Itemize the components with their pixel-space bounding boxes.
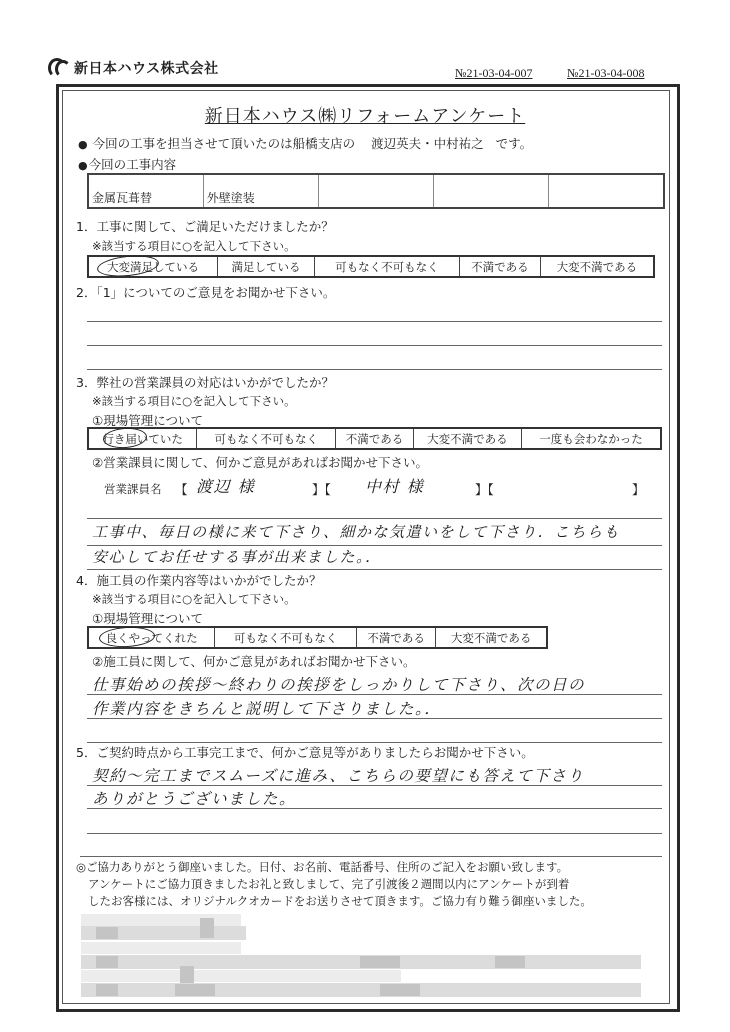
- q4-answer-line-1[interactable]: 仕事始めの挨拶～終わりの挨拶をしっかりして下さり、次の日の: [92, 676, 586, 694]
- q2-answer-line[interactable]: [87, 321, 662, 322]
- q5-answer-line: [87, 785, 662, 786]
- work-cell: 金属瓦葺替: [88, 174, 203, 208]
- q2-answer-line[interactable]: [87, 369, 662, 370]
- work-cell: [549, 174, 664, 208]
- q1-instruction: ※該当する項目に○を記入して下さい。: [92, 239, 296, 253]
- q3-answer-line: [87, 518, 662, 519]
- intro-suffix: です。: [495, 136, 533, 151]
- footer-note-line-1: ◎ご協力ありがとう御座いました。日付、お名前、電話番号、住所のご記入をお願い致します。: [76, 860, 569, 874]
- q3-option-very-dissatisfied[interactable]: 大変不満である: [413, 428, 521, 449]
- q3-instruction: ※該当する項目に○を記入して下さい。: [92, 394, 296, 408]
- bracket-open: 【: [175, 482, 188, 497]
- q4-option-very-dissatisfied[interactable]: 大変不満である: [436, 627, 547, 648]
- footer-note-line-2: アンケートにご協力頂きましたお礼と致しまして、完了引渡後２週間以内にアンケートが到着: [88, 877, 570, 891]
- q4-option-neutral[interactable]: 可もなく不可もなく: [215, 627, 357, 648]
- work-cell: 外壁塗装: [203, 174, 318, 208]
- q3-answer-line-2[interactable]: 安心してお任せする事が出来ました。．: [92, 548, 382, 566]
- q1-option-neutral[interactable]: 可もなく不可もなく: [315, 256, 460, 277]
- work-cell: [434, 174, 549, 208]
- q4-question: 4．施工員の作業内容等はいかがでしたか？: [76, 573, 322, 588]
- q3-option-attentive[interactable]: 行き届いていた: [88, 428, 197, 449]
- q3-answer-line-1[interactable]: 工事中、毎日の様に来て下さり、細かな気遣いをして下さり．こちらも: [92, 523, 621, 541]
- q3-answer-line: [87, 569, 662, 570]
- company-logo: [48, 58, 219, 78]
- q4-option-dissatisfied[interactable]: 不満である: [356, 627, 435, 648]
- bracket-close: 】【: [475, 482, 494, 497]
- doc-number-1: №21-03-04-007: [455, 66, 533, 80]
- q3-staff-name-1[interactable]: 渡辺 様: [196, 477, 256, 496]
- bracket-close: 】: [632, 482, 645, 497]
- form-title: 新日本ハウス㈱リフォームアンケート: [204, 106, 526, 127]
- bracket-close: 】【: [312, 482, 331, 497]
- q3-option-dissatisfied[interactable]: 不満である: [336, 428, 414, 449]
- q1-option-very-dissatisfied[interactable]: 大変不満である: [540, 256, 654, 277]
- intro-line: [78, 134, 532, 152]
- selected-circle-mark: [99, 626, 156, 649]
- doc-number-2: №21-03-04-008: [567, 66, 645, 80]
- q5-question: 5．ご契約時点から工事完工まで、何かご意見等がありましたらお聞かせ下さい。: [76, 745, 534, 760]
- q3-options-table: [87, 427, 662, 450]
- q3-sub1-label: ①現場管理について: [92, 413, 203, 428]
- selected-circle-mark: [96, 253, 160, 279]
- work-cell: [318, 174, 433, 208]
- work-content-label: ● 今回の工事内容: [78, 155, 176, 173]
- q2-question: 2．「1」についてのご意見をお聞かせ下さい。: [76, 285, 336, 300]
- q5-answer-line: [87, 833, 662, 834]
- q4-answer-line: [87, 718, 662, 719]
- q4-instruction: ※該当する項目に○を記入して下さい。: [92, 592, 296, 606]
- work-content-table: [87, 173, 665, 209]
- q5-answer-line: [87, 808, 662, 809]
- q5-answer-line-1[interactable]: 契約～完工までスムーズに進み、こちらの要望にも答えて下さり: [92, 767, 585, 785]
- q3-option-never-met[interactable]: 一度も会わなかった: [522, 428, 661, 449]
- q4-option-did-well[interactable]: 良くやってくれた: [88, 627, 215, 648]
- q4-answer-line: [87, 694, 662, 695]
- q3-staff-name-2[interactable]: 中村 様: [365, 477, 425, 496]
- q4-options-table: [87, 626, 548, 649]
- q3-staff-name-label: 営業課員名: [104, 482, 162, 496]
- footer-note-line-3: したお客様には、オリジナルクオカードをお送りさせて頂きます。ご協力有り難う御座いました。: [88, 894, 592, 908]
- q1-option-satisfied[interactable]: 満足している: [218, 256, 315, 277]
- q3-question: 3．弊社の営業課員の対応はいかがでしたか？: [76, 375, 334, 390]
- footer-divider: [80, 856, 662, 857]
- q1-question: 1．工事に関して、ご満足いただけましたか？: [76, 219, 334, 234]
- company-name: 新日本ハウス株式会社: [74, 61, 219, 77]
- q4-sub1-label: ①現場管理について: [92, 611, 203, 626]
- intro-prefix: 今回の工事を担当させて頂いたのは船橋支店の: [92, 136, 356, 151]
- q1-options-table: [87, 255, 655, 278]
- q3-sub2-label: ②営業課員に関して、何かご意見があればお聞かせ下さい。: [92, 455, 428, 470]
- q5-answer-line-2[interactable]: ありがとうございました。: [92, 790, 297, 808]
- q4-sub2-label: ②施工員に関して、何かご意見があればお聞かせ下さい。: [92, 654, 416, 669]
- company-logo-icon: [48, 58, 70, 78]
- q1-option-dissatisfied[interactable]: 不満である: [459, 256, 540, 277]
- selected-circle-mark: [102, 426, 147, 449]
- q4-answer-line-2[interactable]: 作業内容をきちんと説明して下さりました。．: [92, 700, 442, 718]
- q3-option-neutral[interactable]: 可もなく不可もなく: [197, 428, 336, 449]
- intro-staff: 渡辺英夫・中村祐之: [371, 136, 484, 151]
- q2-answer-line[interactable]: [87, 345, 662, 346]
- q1-option-very-satisfied[interactable]: 大変満足している: [88, 256, 218, 277]
